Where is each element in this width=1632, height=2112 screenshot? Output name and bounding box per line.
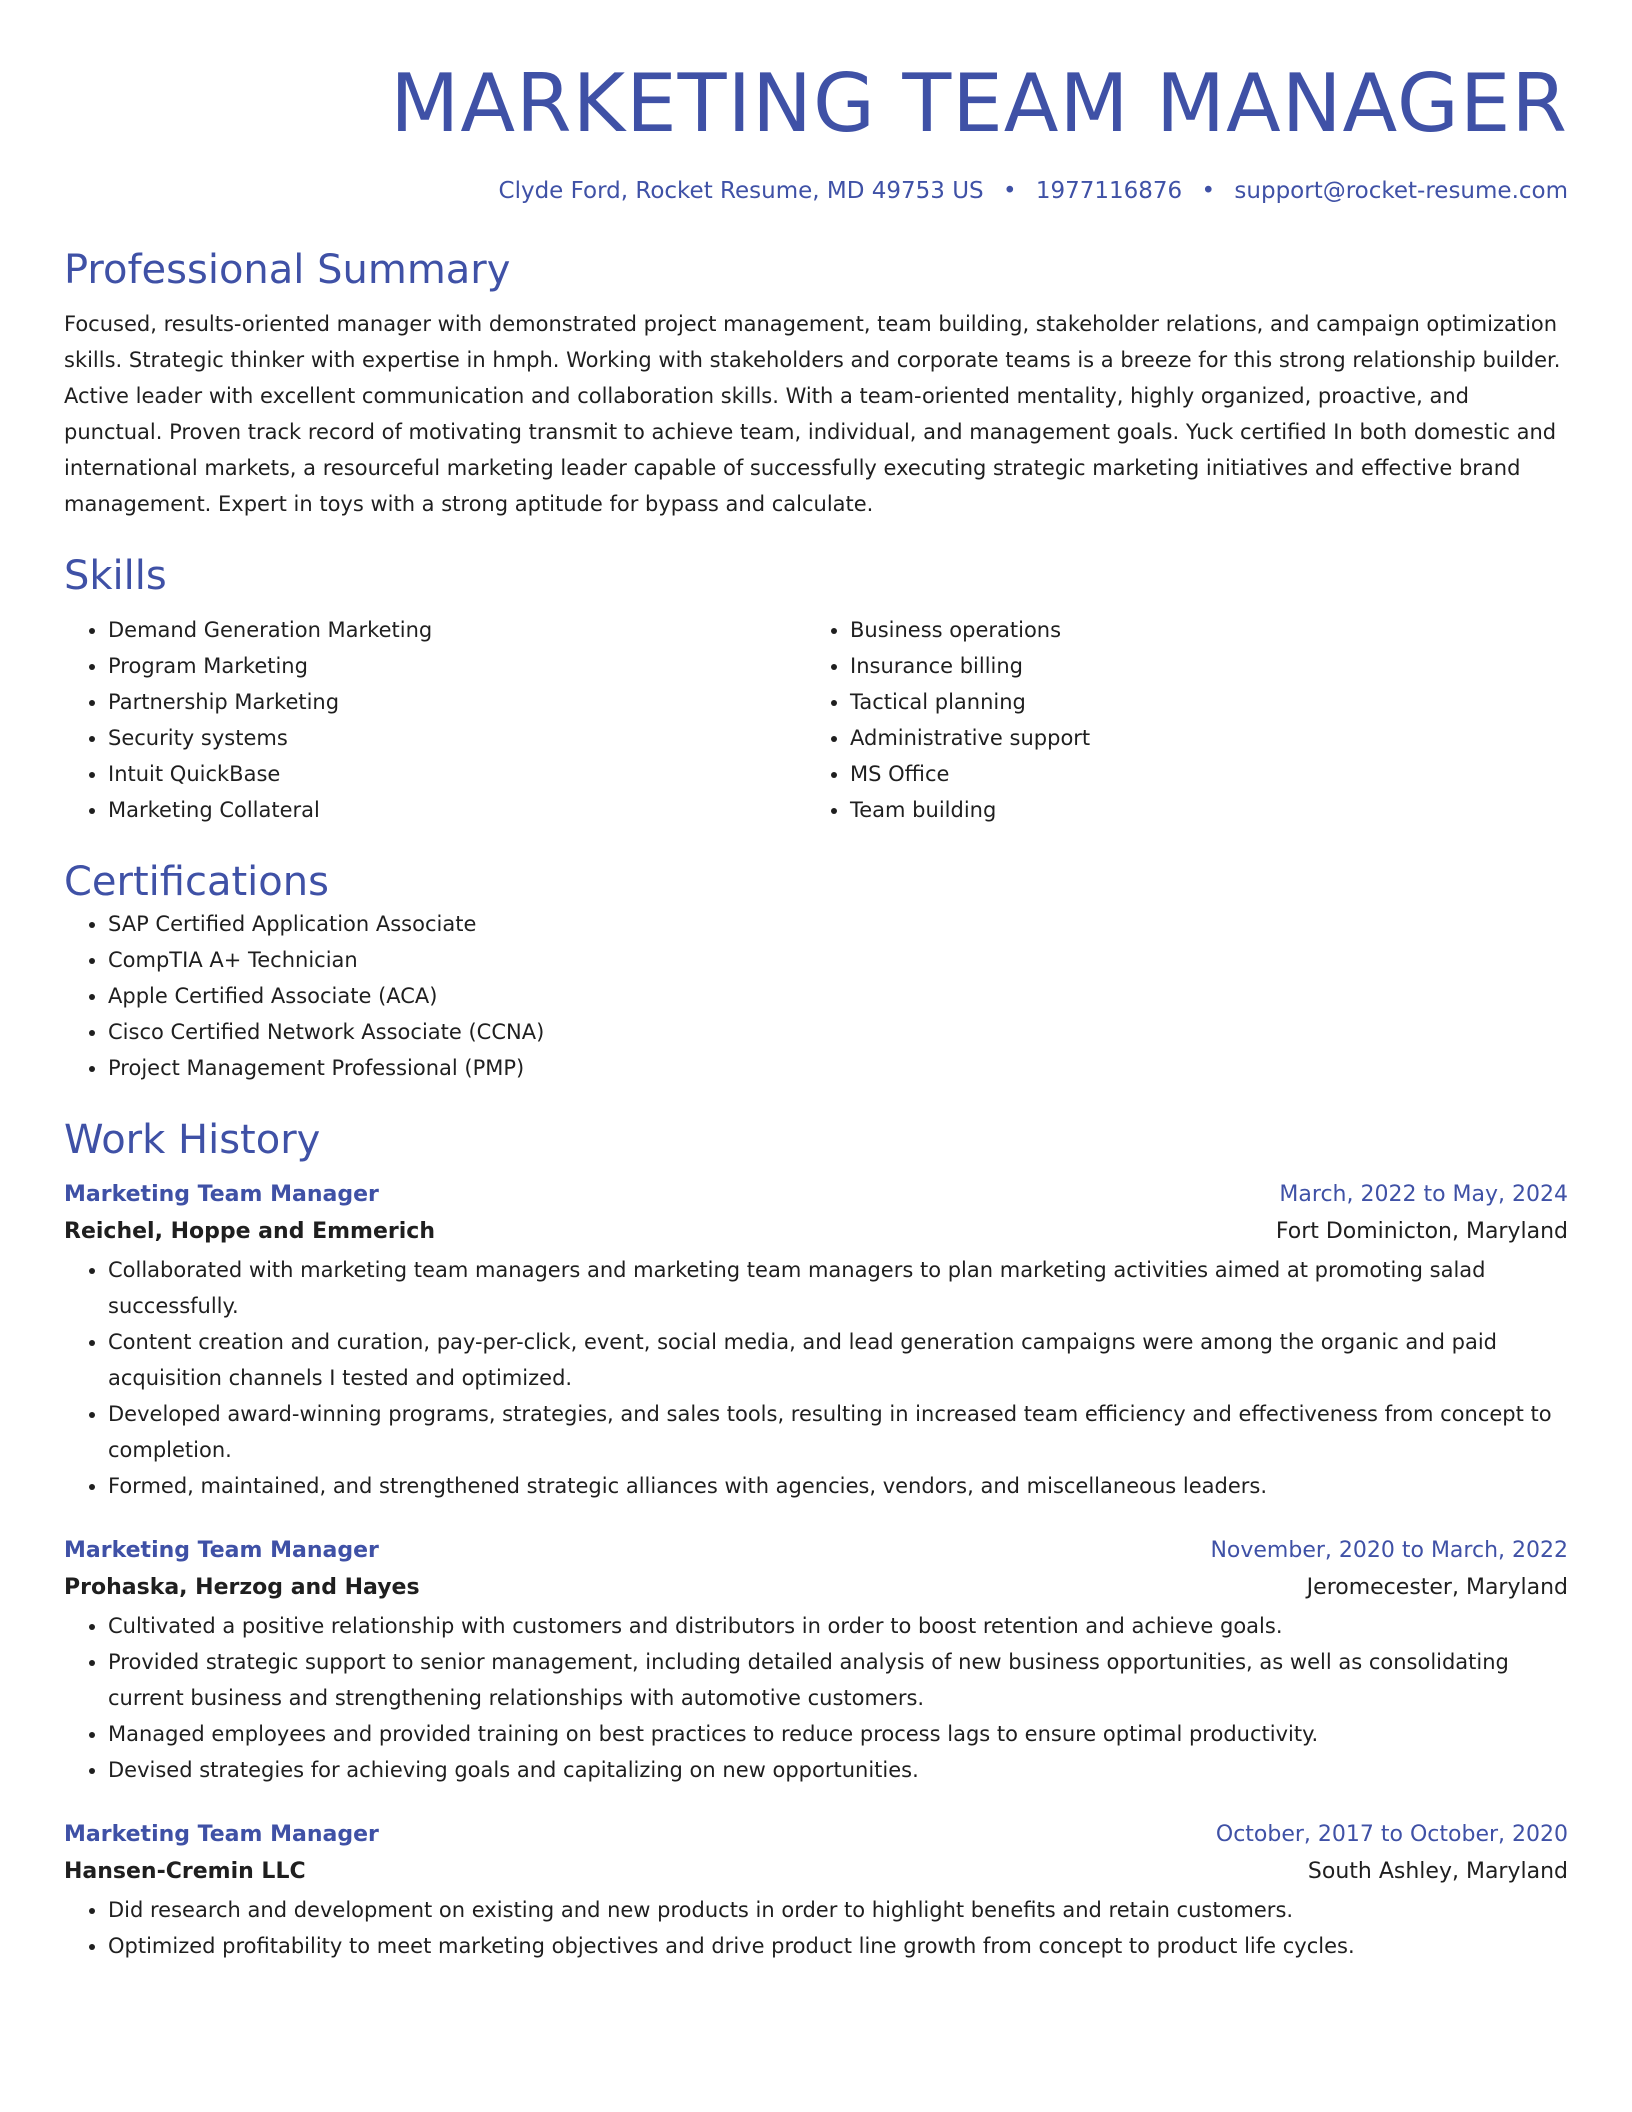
job-entry xyxy=(64,1534,1568,1788)
certifications-list xyxy=(64,906,1568,1086)
job-dates: October, 2017 to October, 2020 xyxy=(1215,1822,1568,1847)
summary-heading: Professional Summary xyxy=(64,247,511,293)
contact-email: support@rocket-resume.com xyxy=(1234,178,1568,204)
skill-item: • Program Marketing xyxy=(108,648,806,684)
job-bullet: • Optimized profitability to meet marketing objectives and drive product line growth from concept to product life cycles. xyxy=(108,1928,1568,1964)
skill-item: • Team building xyxy=(850,792,1548,828)
job-bullets xyxy=(64,1892,1568,1964)
skill-item: • Intuit QuickBase xyxy=(108,756,806,792)
certification-item: • SAP Certified Application Associate xyxy=(108,906,1568,942)
job-title: Marketing Team Manager xyxy=(64,1822,379,1847)
certification-item: • Project Management Professional (PMP) xyxy=(108,1050,1568,1086)
certification-item: • Apple Certified Associate (ACA) xyxy=(108,978,1568,1014)
job-bullet: • Managed employees and provided training on best practices to reduce process lags to ensure optimal productivity. xyxy=(108,1716,1568,1752)
job-location: Jeromecester, Maryland xyxy=(1306,1575,1568,1600)
job-title-row xyxy=(64,1178,1568,1212)
job-location: South Ashley, Maryland xyxy=(1307,1859,1568,1884)
skill-item: • Demand Generation Marketing xyxy=(108,612,806,648)
resume-title: MARKETING TEAM MANAGER xyxy=(390,57,1568,150)
job-location: Fort Dominicton, Maryland xyxy=(1275,1219,1568,1244)
job-company-row xyxy=(64,1212,1568,1252)
contact-address: Clyde Ford, Rocket Resume, MD 49753 US xyxy=(498,178,984,204)
job-entry xyxy=(64,1818,1568,1964)
skills-list-right xyxy=(806,612,1548,828)
job-bullet: • Cultivated a positive relationship with customers and distributors in order to boost retention and achieve goals. xyxy=(108,1608,1568,1644)
contact-separator: • xyxy=(1201,178,1216,204)
job-bullet: • Collaborated with marketing team managers and marketing team managers to plan marketing activities aimed at promoting salad successfully. xyxy=(108,1252,1568,1324)
certification-item: • Cisco Certified Network Associate (CCNA) xyxy=(108,1014,1568,1050)
job-bullet: • Did research and development on existing and new products in order to highlight benefits and retain customers. xyxy=(108,1892,1568,1928)
certifications-heading: Certifications xyxy=(64,859,329,905)
skill-item: • MS Office xyxy=(850,756,1548,792)
skill-item: • Security systems xyxy=(108,720,806,756)
skill-item: • Insurance billing xyxy=(850,648,1548,684)
job-bullet: • Developed award-winning programs, strategies, and sales tools, resulting in increased team efficiency and effectiveness from concept to completion. xyxy=(108,1396,1568,1468)
skill-item: • Tactical planning xyxy=(850,684,1548,720)
skills-heading: Skills xyxy=(64,553,167,599)
job-title: Marketing Team Manager xyxy=(64,1182,379,1207)
certification-item: • CompTIA A+ Technician xyxy=(108,942,1568,978)
summary-text: Focused, results-oriented manager with demonstrated project management, team building, stakeholder relations, and campaign optimization skills. Strategic thinker with expertise in hmph. Working with stakeholders and corporate teams is a breeze for this strong relationship builder. Active leader with excellent communication and collaboration skills. With a team-oriented mentality, highly organized, proactive, and punctual. Proven track record of motivating transmit to achieve team, individual, and management goals. Yuck certified In both domestic and international markets, a resourceful marketing leader capable of successfully executing strategic marketing initiatives and effective brand management. Expert in toys with a strong aptitude for bypass and calculate. xyxy=(64,312,1561,516)
job-bullet: • Provided strategic support to senior management, including detailed analysis of new business opportunities, as well as consolidating current business and strengthening relationships with automotive customers. xyxy=(108,1644,1568,1716)
job-company: Hansen-Cremin LLC xyxy=(64,1859,306,1884)
job-bullets xyxy=(64,1252,1568,1504)
contact-line xyxy=(64,176,1568,206)
job-title-row xyxy=(64,1534,1568,1568)
job-bullets xyxy=(64,1608,1568,1788)
job-company-row xyxy=(64,1852,1568,1892)
job-title-row xyxy=(64,1818,1568,1852)
job-company-row xyxy=(64,1568,1568,1608)
job-bullet: • Content creation and curation, pay-per-click, event, social media, and lead generation campaigns were among the organic and paid acquisition channels I tested and optimized. xyxy=(108,1324,1568,1396)
contact-phone: 1977116876 xyxy=(1035,178,1183,204)
job-bullet: • Devised strategies for achieving goals and capitalizing on new opportunities. xyxy=(108,1752,1568,1788)
skill-item: • Partnership Marketing xyxy=(108,684,806,720)
skill-item: • Administrative support xyxy=(850,720,1548,756)
work-history-heading: Work History xyxy=(64,1117,321,1163)
job-dates: November, 2020 to March, 2022 xyxy=(1210,1538,1568,1563)
skills-grid xyxy=(64,612,1568,828)
job-company: Prohaska, Herzog and Hayes xyxy=(64,1575,420,1600)
job-title: Marketing Team Manager xyxy=(64,1538,379,1563)
skills-list-left xyxy=(64,612,806,828)
job-bullet: • Formed, maintained, and strengthened strategic alliances with agencies, vendors, and miscellaneous leaders. xyxy=(108,1468,1568,1504)
contact-separator: • xyxy=(1002,178,1017,204)
skill-item: • Business operations xyxy=(850,612,1548,648)
job-entry xyxy=(64,1178,1568,1504)
job-dates: March, 2022 to May, 2024 xyxy=(1279,1182,1568,1207)
skill-item: • Marketing Collateral xyxy=(108,792,806,828)
job-company: Reichel, Hoppe and Emmerich xyxy=(64,1219,435,1244)
